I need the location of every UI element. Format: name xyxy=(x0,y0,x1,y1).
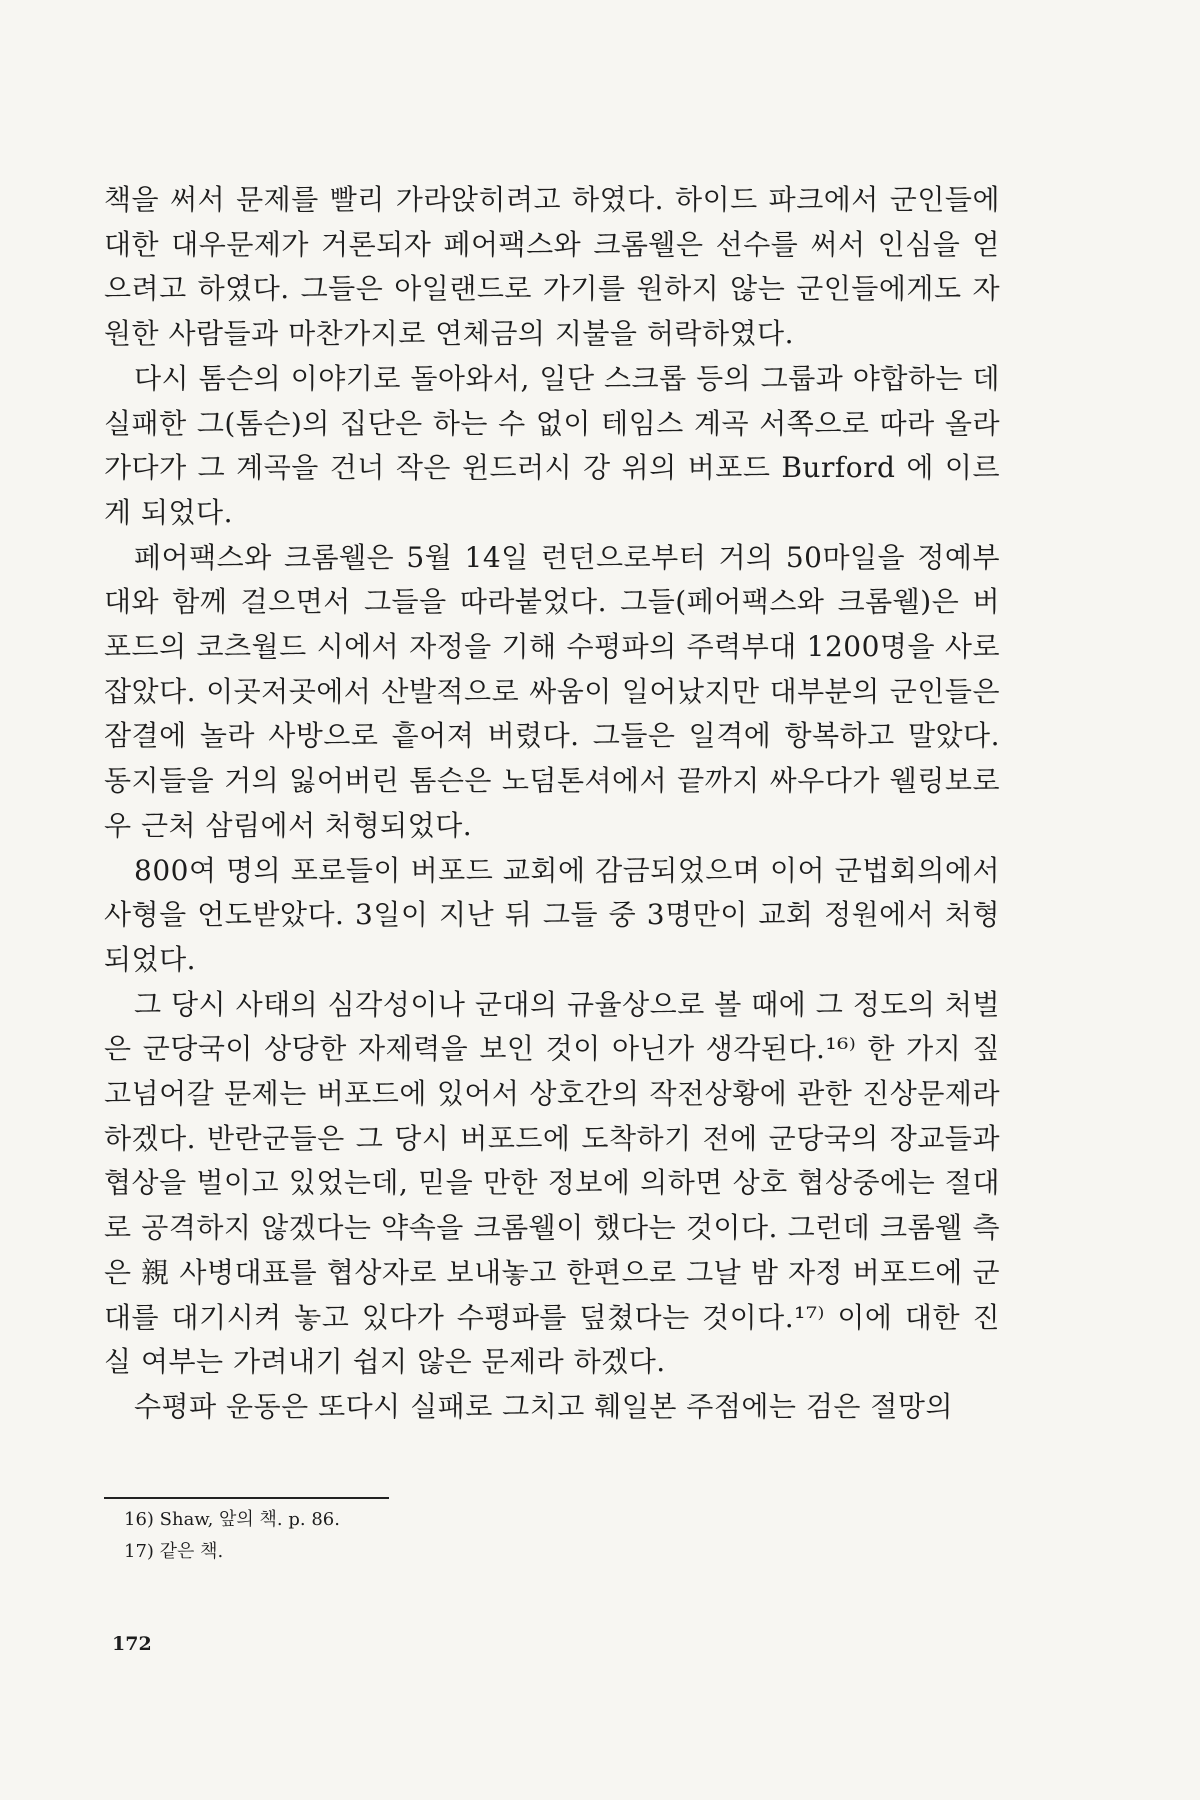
paragraph: 다시 톰슨의 이야기로 돌아와서, 일단 스크롭 등의 그룹과 야합하는 데 실패한 그(톰슨)의 집단은 하는 수 없이 테임스 계곡 서쪽으로 따라 올라가다가 그 계곡을 건너 작은 윈드러시 강 위의 버포드 Burford 에 이르게 되었다. xyxy=(104,361,1000,529)
body-text xyxy=(104,178,1000,1430)
paragraph: 그 당시 사태의 심각성이나 군대의 규율상으로 볼 때에 그 정도의 처벌은 군당국이 상당한 자제력을 보인 것이 아닌가 생각된다.¹⁶⁾ 한 가지 짚고넘어갈 문제는 버포드에 있어서 상호간의 작전상황에 관한 진상문제라 하겠다. 반란군들은 그 당시 버포드에 도착하기 전에 군당국의 장교들과 협상을 벌이고 있었는데, 믿을 만한 정보에 의하면 상호 협상중에는 절대로 공격하지 않겠다는 약속을 크롬웰이 했다는 것이다. 그런데 크롬웰 측은 親 사병대표를 협상자로 보내놓고 한편으로 그날 밤 자정 버포드에 군대를 대기시켜 놓고 있다가 수평파를 덮쳤다는 것이다.¹⁷⁾ 이에 대한 진실 여부는 가려내기 쉽지 않은 문제라 하겠다. xyxy=(104,987,1000,1379)
footnote: 17) 같은 책. xyxy=(124,1541,224,1562)
paragraph: 페어팩스와 크롬웰은 5월 14일 런던으로부터 거의 50마일을 정예부대와 함께 걸으면서 그들을 따라붙었다. 그들(페어팩스와 크롬웰)은 버포드의 코츠월드 시에서 자정을 기해 수평파의 주력부대 1200명을 사로잡았다. 이곳저곳에서 산발적으로 싸움이 일어났지만 대부분의 군인들은 잠결에 놀라 사방으로 흩어져 버렸다. 그들은 일격에 항복하고 말았다. 동지들을 거의 잃어버린 톰슨은 노덤톤셔에서 끝까지 싸우다가 웰링보로우 근처 삼림에서 처형되었다. xyxy=(104,540,1000,842)
paragraph: 800여 명의 포로들이 버포드 교회에 감금되었으며 이어 군법회의에서 사형을 언도받았다. 3일이 지난 뒤 그들 중 3명만이 교회 정원에서 처형되었다. xyxy=(104,853,1000,976)
paragraph: 수평파 운동은 또다시 실패로 그치고 훼일본 주점에는 검은 절망의 xyxy=(134,1389,954,1423)
page-number: 172 xyxy=(112,1633,152,1655)
footnote-divider xyxy=(104,1497,389,1499)
footnotes xyxy=(124,1504,924,1568)
paragraph: 책을 써서 문제를 빨리 가라앉히려고 하였다. 하이드 파크에서 군인들에 대한 대우문제가 거론되자 페어팩스와 크롬웰은 선수를 써서 인심을 얻으려고 하였다. 그들은 아일랜드로 가기를 원하지 않는 군인들에게도 자원한 사람들과 마찬가지로 연체금의 지불을 허락하였다. xyxy=(104,183,1000,351)
footnote: 16) Shaw, 앞의 책. p. 86. xyxy=(124,1509,340,1530)
